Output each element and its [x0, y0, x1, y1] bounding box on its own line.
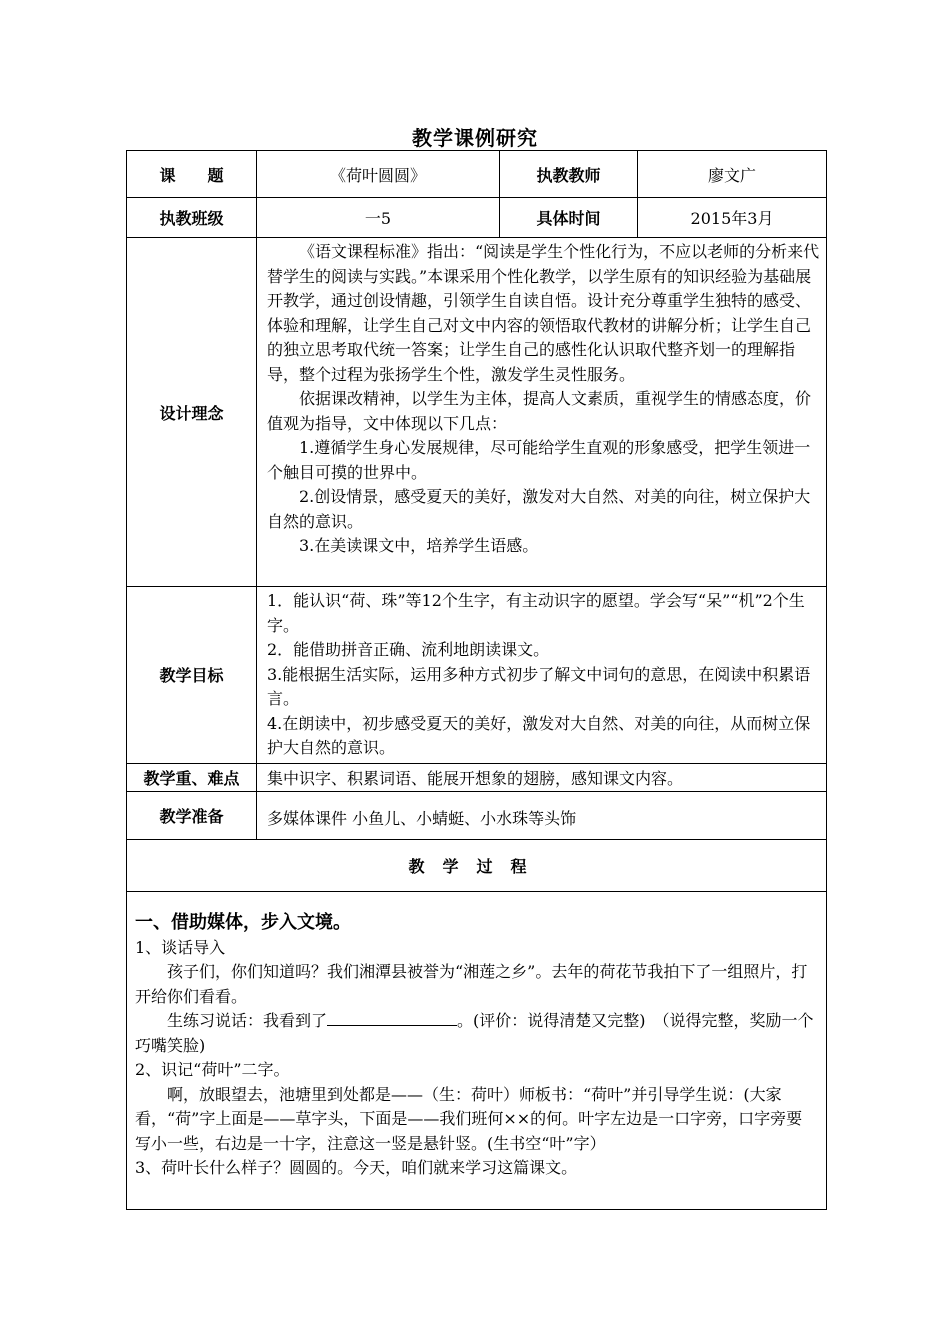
goal-item: 2．能借助拼音正确、流利地朗读课文。	[267, 640, 550, 659]
teacher-label: 执教教师	[500, 151, 638, 198]
process-paragraph: 啊，放眼望去，池塘里到处都是——（生：荷叶）师板书：“荷叶”并引导学生说：(大家看，“荷”字上面是——草字头，下面是——我们班何××的何。叶字左边是一口字旁，口字旁要写小一些，右边是一十字，注意这一竖是悬针竖。(生书空“叶”字）	[135, 1084, 803, 1153]
goals-content	[257, 587, 827, 764]
design-point: 1.遵循学生身心发展规律，尽可能给学生直观的形象感受，把学生领进一个触目可摸的世界中。	[267, 438, 811, 482]
design-paragraph: 《语文课程标准》指出：“阅读是学生个性化行为，不应以老师的分析来代替学生的阅读与实践。”本课采用个性化教学，以学生原有的知识经验为基础展开教学，通过创设情趣，引领学生自读自悟。设计充分尊重学生独特的感受、体验和理解，让学生自己对文中内容的领悟取代教材的讲解分析；让学生自己的独立思考取代统一答案；让学生自己的感性化认识取代整齐划一的理解指导，整个过程为张扬学生个性，激发学生灵性服务。	[267, 242, 820, 384]
prep-value: 多媒体课件 小鱼儿、小蜻蜓、小水珠等头饰	[257, 791, 827, 839]
topic-row	[127, 151, 827, 198]
key-row	[127, 763, 827, 791]
design-point: 2.创设情景，感受夏天的美好，激发对大自然、对美的向往，树立保护大自然的意识。	[267, 487, 811, 531]
time-value: 2015年3月	[638, 198, 827, 238]
prep-label: 教学准备	[127, 791, 257, 839]
class-label: 执教班级	[127, 198, 257, 238]
goal-item: 4.在朗读中，初步感受夏天的美好，激发对大自然、对美的向往，从而树立保护大自然的意识。	[267, 713, 811, 757]
teacher-value: 廖文广	[638, 151, 827, 198]
design-point: 3.在美读课文中，培养学生语感。	[299, 536, 539, 555]
process-content	[127, 891, 827, 1209]
design-row	[127, 238, 827, 587]
topic-value: 《荷叶圆圆》	[257, 151, 500, 198]
key-label: 教学重、难点	[127, 763, 257, 791]
goals-label: 教学目标	[127, 587, 257, 764]
design-paragraph: 依据课改精神，以学生为主体，提高人文素质，重视学生的情感态度，价值观为指导，文中体现以下几点：	[267, 389, 812, 433]
process-paragraph: 孩子们，你们知道吗？我们湘潭县被誉为“湘莲之乡”。去年的荷花节我拍下了一组照片，打开给你们看看。	[135, 962, 808, 1006]
process-paragraph	[135, 1009, 818, 1058]
goal-item: 1．能认识“荷、珠”等12个生字，有主动识字的愿望。学会写“呆”“机”2个生字。	[267, 591, 805, 635]
process-row	[127, 891, 827, 1209]
design-label: 设计理念	[127, 238, 257, 587]
class-value: 一5	[257, 198, 500, 238]
evaluation-text: 。(评价：说得清楚又完整) （说得完整，奖励一个巧嘴笑脸)	[135, 1011, 814, 1055]
time-label: 具体时间	[500, 198, 638, 238]
step-title: 3、荷叶长什么样子？圆圆的。今天，咱们就来学习这篇课文。	[135, 1158, 578, 1177]
prompt-text: 生练习说话：我看到了	[167, 1011, 328, 1030]
topic-label: 课 题	[127, 151, 257, 198]
step-title: 1、谈话导入	[135, 937, 226, 957]
prep-row	[127, 791, 827, 839]
lesson-plan-table	[126, 150, 827, 1210]
process-heading: 教学过程	[127, 839, 827, 891]
section-heading: 一、借助媒体，步入文境。	[135, 911, 351, 933]
key-value: 集中识字、积累词语、能展开想象的翅膀，感知课文内容。	[257, 763, 827, 791]
class-row	[127, 198, 827, 238]
goal-item: 3.能根据生活实际，运用多种方式初步了解文中词句的意思，在阅读中积累语言。	[267, 664, 811, 708]
answer-blank	[327, 1009, 457, 1026]
step-title: 2、识记“荷叶”二字。	[135, 1060, 290, 1079]
goals-row	[127, 587, 827, 764]
process-heading-row	[127, 839, 827, 891]
design-content	[257, 238, 827, 587]
document-title: 教学课例研究	[412, 126, 538, 150]
